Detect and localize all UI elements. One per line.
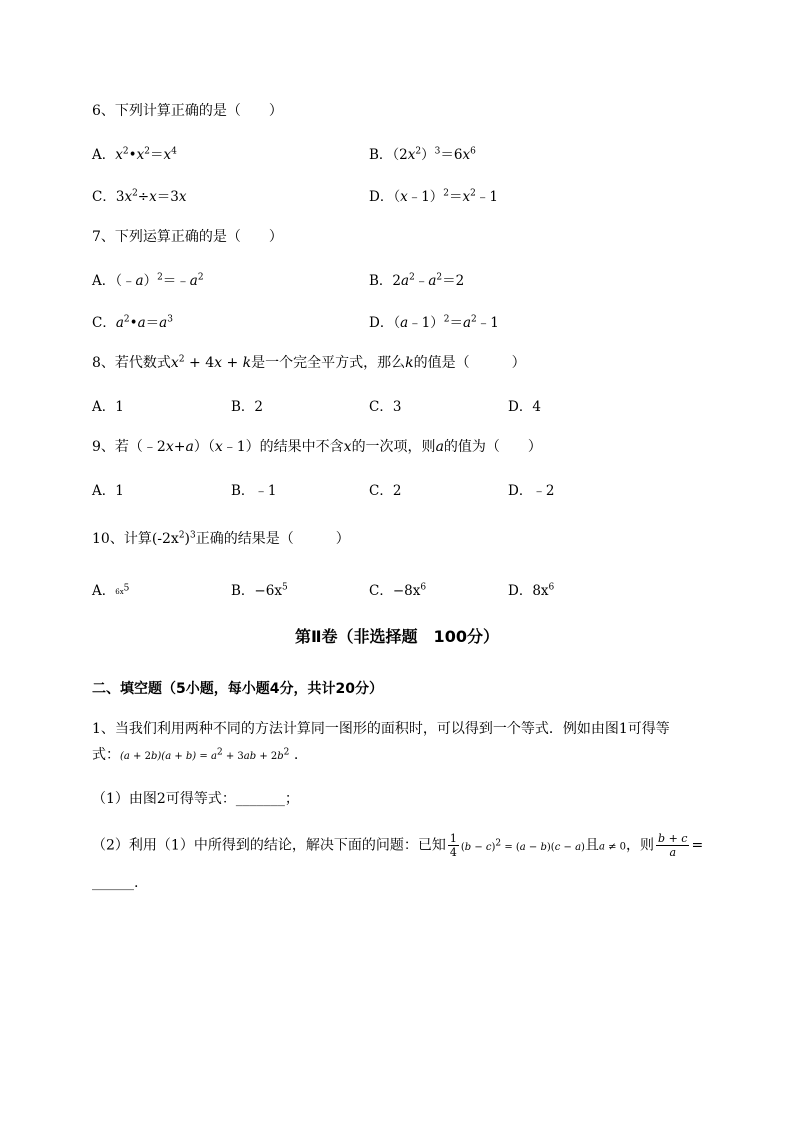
q6-option-d-text: $(x﹣1)^2=x^2﹣1$ (393, 188, 498, 205)
q9-option-b: B．﹣1 (231, 483, 277, 499)
question-6-stem: 6、下列计算正确的是（ ） (92, 103, 283, 119)
q8-option-b: B．2 (231, 399, 264, 415)
q9-option-a: A．1 (92, 483, 124, 499)
question-10-stem: 10、计算$(-2x^2)^3$正确的结果是（ ） (92, 530, 350, 547)
q6-option-b-label: B． (369, 147, 393, 163)
question-9-stem: 9、若（﹣2x+a）（x﹣1）的结果中不含x的一次项，则a的值为（ ） (92, 439, 542, 455)
q10-option-a: A．$6x^5$ (92, 583, 130, 599)
q8-option-d: D．4 (508, 399, 541, 415)
q7-option-c (92, 311, 173, 331)
q8-option-c: C．3 (369, 399, 402, 415)
q7-option-a-text: $(﹣a)^2=﹣a^2$ (115, 272, 204, 289)
q6-option-c-label: C． (92, 189, 116, 205)
fill-q1-line2: 式：$(a + 2b)(a + b) = a^2 + 3ab + 2b^2$ . (92, 747, 299, 763)
q6-option-a (92, 143, 177, 163)
fill-q1-sub2: （2）利用（1）中所得到的结论，解决下面的问题：已知 $\frac{1}{4}$ $(b - c)^2 = (a - b)(c - a)$且a ≠ 0，则 $\frac{b + c}{a}$ = (92, 832, 704, 859)
fill-q1-line1: 1、当我们利用两种不同的方法计算同一图形的面积时，可以得到一个等式．例如由图1可得等 (92, 721, 670, 737)
q7-option-b (369, 269, 464, 289)
q8-option-a: A．1 (92, 399, 124, 415)
q6-option-d-label: D． (369, 189, 394, 205)
q10-option-c: C．$-8x^6$ (369, 582, 427, 599)
q7-option-d-label: D． (369, 315, 394, 331)
q6-option-b-text: $(2x^2)^3=6x^6$ (392, 146, 476, 163)
q6-option-c (92, 185, 186, 205)
q7-option-a-label: A． (92, 273, 116, 289)
q6-option-c-text: $3x^2\div x=3x$ (115, 188, 187, 205)
part-2-title: 第Ⅱ卷（非选择题 100分） (295, 627, 499, 646)
q7-option-b-label: B． (369, 273, 393, 289)
q7-option-c-text: $a^2•a=a^3$ (115, 314, 173, 331)
q7-option-c-label: C． (92, 315, 116, 331)
q10-option-b: B．$-6x^5$ (231, 582, 288, 599)
q6-option-a-label: A． (92, 147, 116, 163)
fill-in-section-heading: 二、填空题（5小题，每小题4分，共计20分） (92, 681, 383, 697)
q7-option-d (369, 311, 499, 331)
q7-option-b-text: $2a^2﹣a^2=2$ (392, 272, 465, 289)
q10-option-d: D．$8x^6$ (508, 582, 555, 599)
q6-option-a-text: $x^2•x^2=x^4$ (115, 146, 177, 163)
q9-option-d: D．﹣2 (508, 483, 555, 499)
fill-q1-sub1: （1）由图2可得等式：_______； (92, 791, 299, 807)
fill-q1-answer-blank: ______. (92, 875, 139, 891)
question-8-stem: 8、若代数式$x^2 + 4x + k$是一个完全平方式，那么k的值是（ ） (92, 354, 526, 371)
q9-option-c: C．2 (369, 483, 402, 499)
q6-option-b (369, 143, 476, 163)
q6-option-d (369, 185, 498, 205)
q7-option-d-text: $(a﹣1)^2=a^2﹣1$ (393, 314, 499, 331)
question-7-stem: 7、下列运算正确的是（ ） (92, 229, 283, 245)
q7-option-a (92, 269, 204, 289)
